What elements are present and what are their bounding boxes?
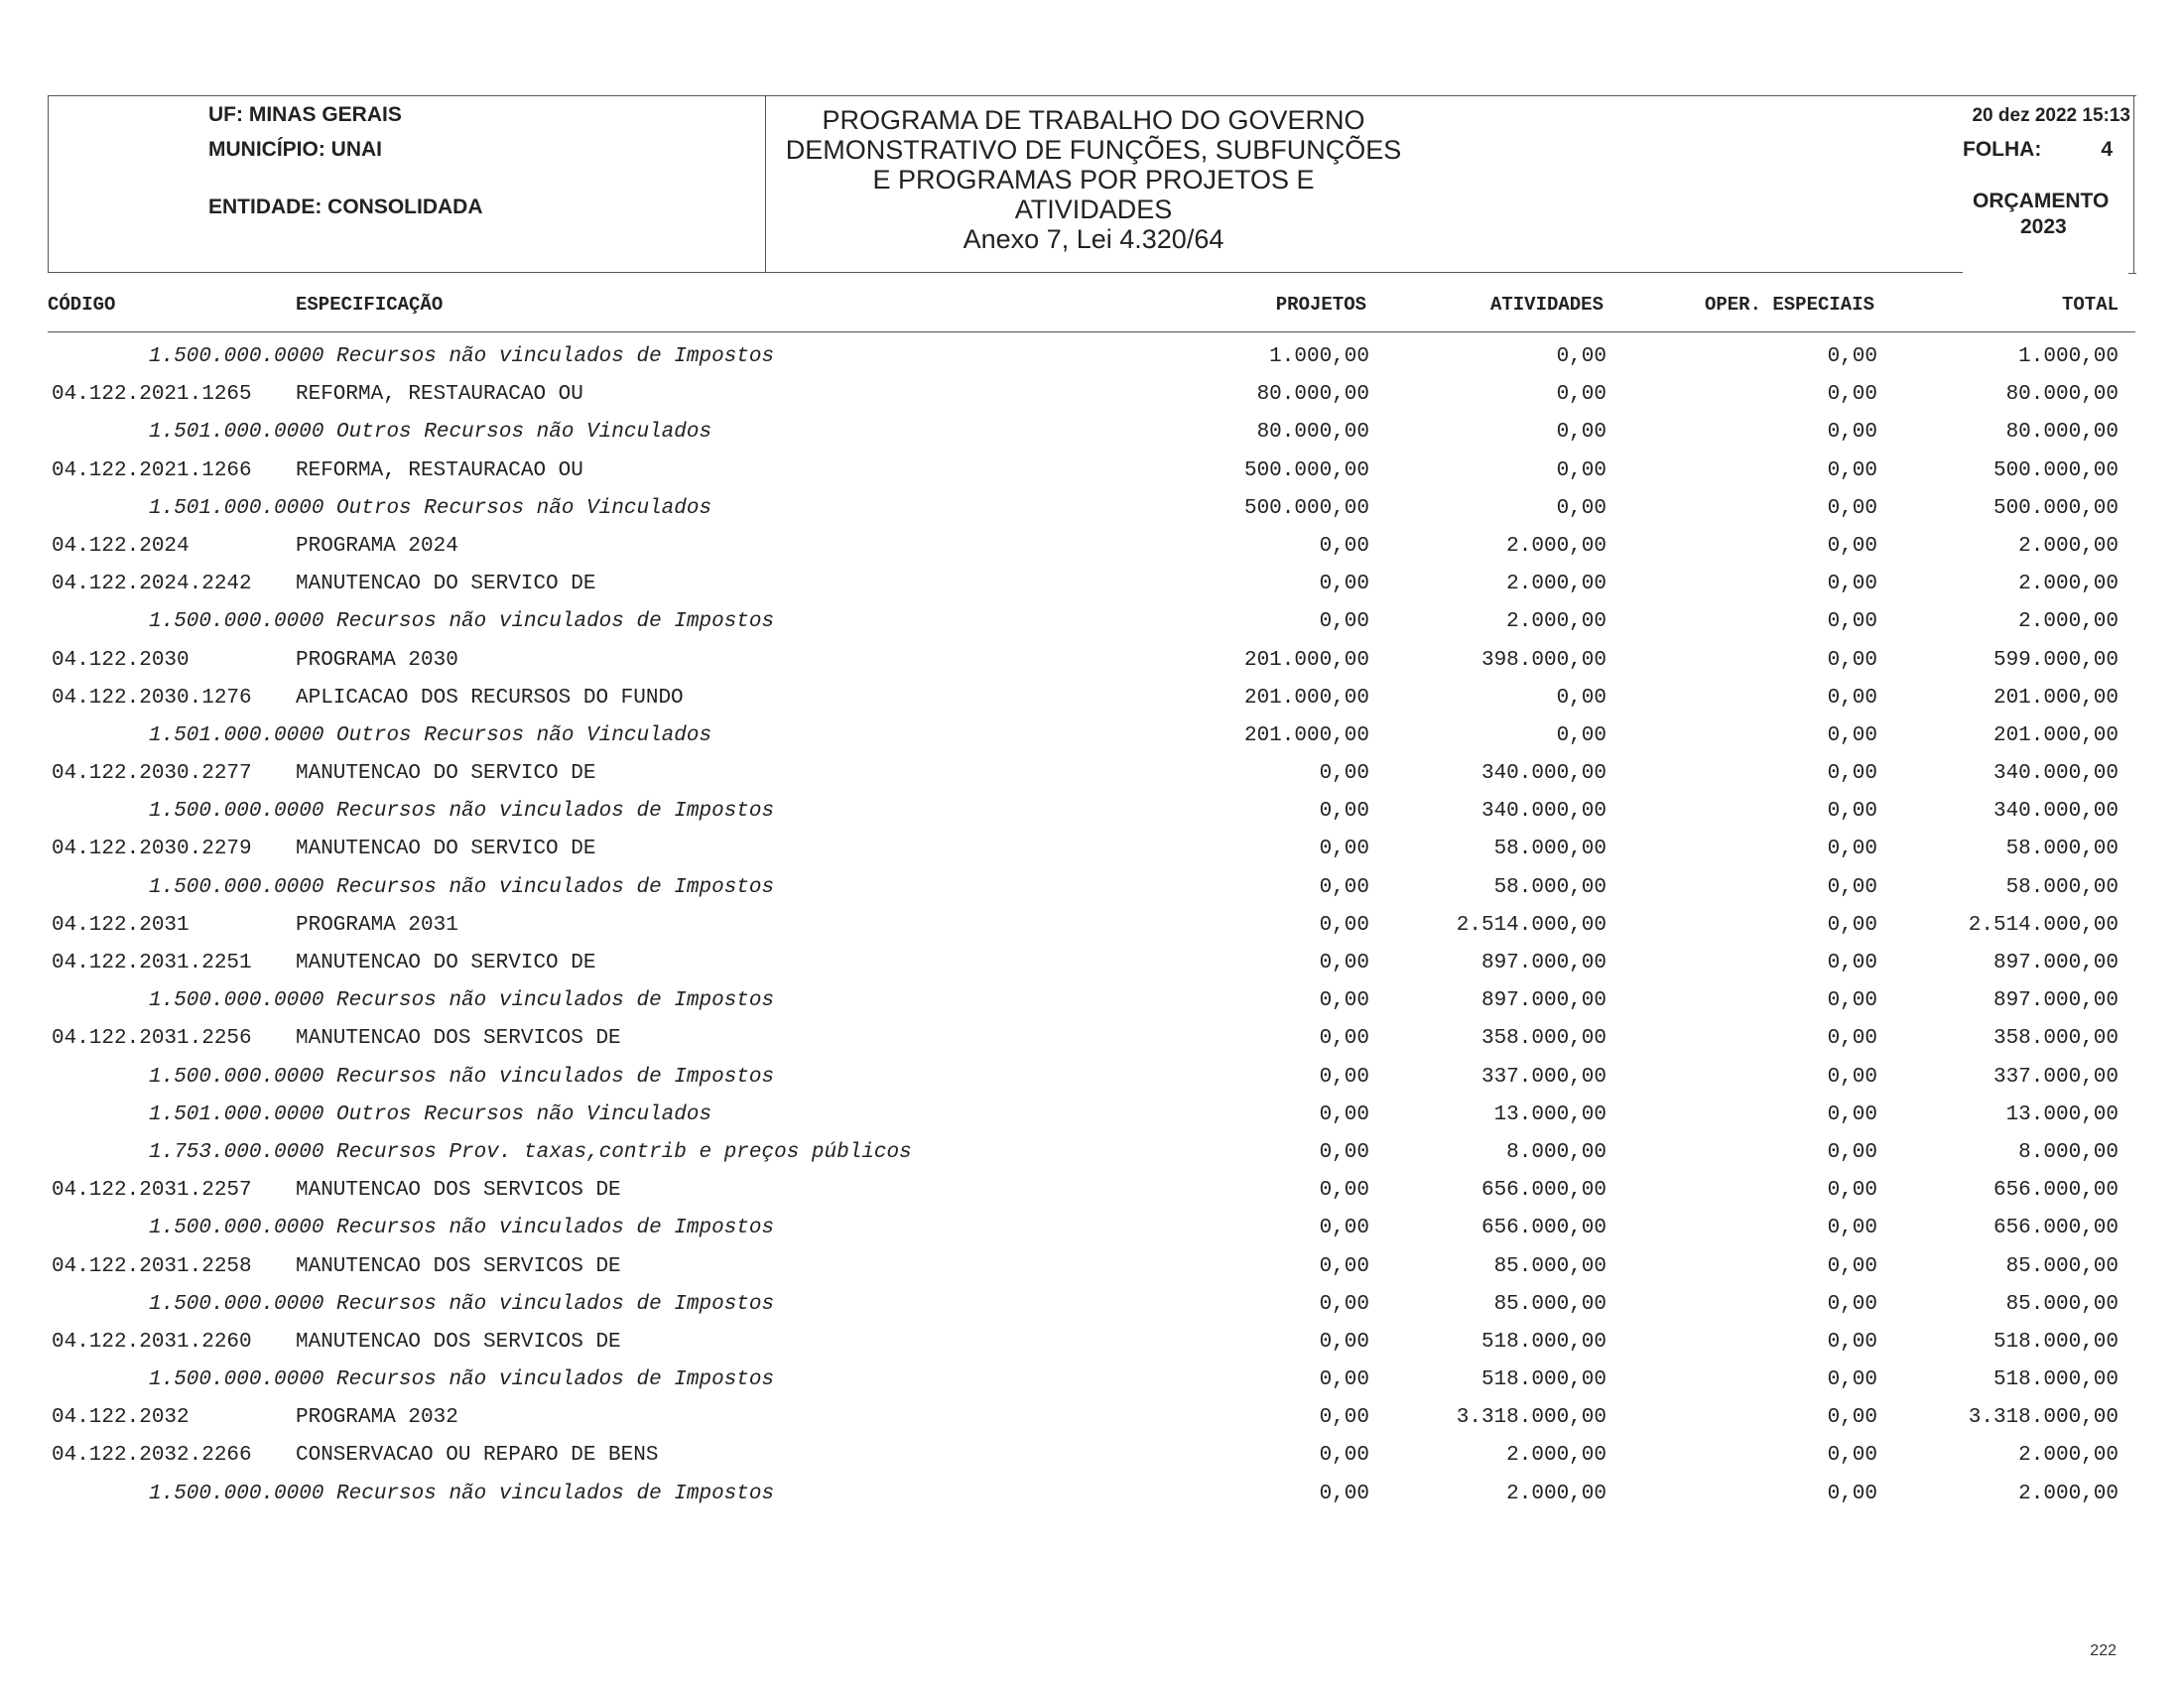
row-specification: PROGRAMA 2031 [296, 913, 458, 937]
program-row [0, 1021, 2184, 1059]
row-atividades: 58.000,00 [1493, 838, 1606, 861]
source-code-spec: 1.753.000.0000 Recursos Prov. taxas,contrib e preços públicos [149, 1140, 912, 1164]
row-oper-especiais: 0,00 [1827, 648, 1877, 672]
row-atividades: 358.000,00 [1480, 1027, 1606, 1051]
row-code: 04.122.2030 [52, 648, 190, 672]
row-atividades: 0,00 [1556, 496, 1606, 520]
title-line: DEMONSTRATIVO DE FUNÇÕES, SUBFUNÇÕES [785, 135, 1402, 165]
row-atividades: 0,00 [1556, 383, 1606, 407]
title-line: Anexo 7, Lei 4.320/64 [963, 224, 1224, 254]
col-atividades: ATIVIDADES [1489, 294, 1604, 316]
row-oper-especiais: 0,00 [1827, 1140, 1877, 1164]
row-total: 201.000,00 [1992, 686, 2119, 710]
row-projetos: 500.000,00 [1243, 496, 1369, 520]
row-projetos: 80.000,00 [1256, 383, 1369, 407]
row-projetos: 0,00 [1319, 1292, 1369, 1316]
row-total: 1.000,00 [2018, 345, 2119, 368]
row-oper-especiais: 0,00 [1827, 838, 1877, 861]
row-code: 04.122.2031.2251 [52, 952, 252, 974]
row-projetos: 0,00 [1319, 762, 1369, 786]
row-projetos: 0,00 [1319, 1368, 1369, 1392]
col-projetos: PROJETOS [1275, 294, 1366, 316]
row-specification: CONSERVACAO OU REPARO DE BENS [296, 1444, 659, 1468]
row-oper-especiais: 0,00 [1827, 686, 1877, 710]
row-oper-especiais: 0,00 [1827, 1368, 1877, 1392]
row-projetos: 0,00 [1319, 1482, 1369, 1505]
funding-source-row [0, 1363, 2184, 1400]
row-oper-especiais: 0,00 [1827, 458, 1877, 482]
row-total: 85.000,00 [2005, 1292, 2119, 1316]
row-atividades: 340.000,00 [1480, 762, 1606, 786]
row-total: 80.000,00 [2005, 383, 2119, 407]
program-row [0, 946, 2184, 983]
source-code-spec: 1.500.000.0000 Recursos não vinculados de Impostos [149, 989, 775, 1013]
row-projetos: 0,00 [1319, 1103, 1369, 1126]
row-oper-especiais: 0,00 [1827, 1065, 1877, 1089]
row-oper-especiais: 0,00 [1827, 1027, 1877, 1051]
row-total: 80.000,00 [2005, 421, 2119, 445]
page-number: 222 [2090, 1642, 2117, 1659]
row-atividades: 0,00 [1556, 421, 1606, 445]
row-total: 85.000,00 [2005, 1254, 2119, 1278]
row-specification: PROGRAMA 2030 [296, 648, 458, 672]
row-projetos: 0,00 [1319, 1444, 1369, 1468]
row-specification: MANUTENCAO DOS SERVICOS DE [296, 1254, 621, 1278]
row-oper-especiais: 0,00 [1827, 345, 1877, 368]
row-code: 04.122.2031.2256 [52, 1027, 252, 1051]
program-row [0, 756, 2184, 794]
row-oper-especiais: 0,00 [1827, 1217, 1877, 1240]
row-atividades: 897.000,00 [1480, 952, 1606, 974]
row-code: 04.122.2032 [52, 1406, 190, 1430]
funding-source-row [0, 718, 2184, 756]
funding-source-row [0, 794, 2184, 832]
row-atividades: 518.000,00 [1480, 1330, 1606, 1354]
folha-label: FOLHA: [1963, 138, 2042, 161]
row-oper-especiais: 0,00 [1827, 762, 1877, 786]
row-specification: MANUTENCAO DO SERVICO DE [296, 952, 596, 974]
row-atividades: 2.514.000,00 [1456, 913, 1606, 937]
row-total: 358.000,00 [1992, 1027, 2119, 1051]
row-total: 2.000,00 [2018, 1482, 2119, 1505]
row-oper-especiais: 0,00 [1827, 573, 1877, 596]
municipio-label: MUNICÍPIO: UNAI [208, 138, 382, 161]
row-total: 2.000,00 [2018, 1444, 2119, 1468]
row-total: 2.000,00 [2018, 534, 2119, 558]
row-code: 04.122.2030.1276 [52, 686, 252, 710]
row-total: 3.318.000,00 [1968, 1406, 2119, 1430]
row-projetos: 201.000,00 [1243, 648, 1369, 672]
row-projetos: 0,00 [1319, 1179, 1369, 1203]
row-oper-especiais: 0,00 [1827, 1103, 1877, 1126]
report-title [766, 105, 1421, 254]
row-atividades: 8.000,00 [1506, 1140, 1606, 1164]
row-oper-especiais: 0,00 [1827, 610, 1877, 634]
row-oper-especiais: 0,00 [1827, 383, 1877, 407]
row-atividades: 13.000,00 [1493, 1103, 1606, 1126]
orcamento-label: ORÇAMENTO [1973, 190, 2110, 212]
row-projetos: 0,00 [1319, 573, 1369, 596]
row-code: 04.122.2030.2279 [52, 838, 252, 861]
row-atividades: 656.000,00 [1480, 1179, 1606, 1203]
row-projetos: 0,00 [1319, 952, 1369, 974]
row-specification: PROGRAMA 2024 [296, 534, 458, 558]
title-line: E PROGRAMAS POR PROJETOS E [872, 165, 1315, 195]
source-code-spec: 1.500.000.0000 Recursos não vinculados de Impostos [149, 345, 775, 368]
row-specification: MANUTENCAO DO SERVICO DE [296, 838, 596, 861]
row-projetos: 0,00 [1319, 610, 1369, 634]
row-oper-especiais: 0,00 [1827, 1406, 1877, 1430]
folha-value: 4 [2101, 138, 2113, 161]
row-code: 04.122.2031.2258 [52, 1254, 252, 1278]
funding-source-row [0, 1211, 2184, 1248]
source-code-spec: 1.500.000.0000 Recursos não vinculados de Impostos [149, 1482, 775, 1505]
title-line: ATIVIDADES [1014, 195, 1173, 224]
row-projetos: 0,00 [1319, 1254, 1369, 1278]
row-atividades: 340.000,00 [1480, 800, 1606, 824]
row-atividades: 0,00 [1556, 458, 1606, 482]
row-code: 04.122.2021.1266 [52, 458, 252, 482]
row-total: 500.000,00 [1992, 458, 2119, 482]
funding-source-row [0, 415, 2184, 453]
row-total: 58.000,00 [2005, 875, 2119, 899]
program-table [0, 339, 2184, 1514]
row-oper-especiais: 0,00 [1827, 1292, 1877, 1316]
row-code: 04.122.2021.1265 [52, 383, 252, 407]
entidade-label: ENTIDADE: CONSOLIDADA [208, 195, 483, 218]
source-code-spec: 1.500.000.0000 Recursos não vinculados de Impostos [149, 1368, 775, 1392]
orcamento-year: 2023 [2020, 215, 2067, 238]
header-bottom-border [48, 272, 1963, 273]
row-atividades: 656.000,00 [1480, 1217, 1606, 1240]
program-row [0, 1173, 2184, 1211]
funding-source-row [0, 604, 2184, 642]
row-total: 337.000,00 [1992, 1065, 2119, 1089]
source-code-spec: 1.501.000.0000 Outros Recursos não Vinculados [149, 723, 712, 747]
row-atividades: 337.000,00 [1480, 1065, 1606, 1089]
source-code-spec: 1.500.000.0000 Recursos não vinculados de Impostos [149, 1065, 775, 1089]
row-projetos: 0,00 [1319, 838, 1369, 861]
row-total: 500.000,00 [1992, 496, 2119, 520]
row-projetos: 80.000,00 [1256, 421, 1369, 445]
program-row [0, 1325, 2184, 1363]
source-code-spec: 1.501.000.0000 Outros Recursos não Vinculados [149, 496, 712, 520]
row-code: 04.122.2031 [52, 913, 190, 937]
row-projetos: 0,00 [1319, 1140, 1369, 1164]
row-oper-especiais: 0,00 [1827, 496, 1877, 520]
row-code: 04.122.2031.2260 [52, 1330, 252, 1354]
row-specification: MANUTENCAO DO SERVICO DE [296, 573, 596, 596]
col-especificacao: ESPECIFICAÇÃO [296, 294, 444, 316]
program-row [0, 567, 2184, 604]
row-oper-especiais: 0,00 [1827, 1482, 1877, 1505]
row-atividades: 2.000,00 [1506, 1444, 1606, 1468]
row-total: 656.000,00 [1992, 1217, 2119, 1240]
row-specification: MANUTENCAO DOS SERVICOS DE [296, 1027, 621, 1051]
row-atividades: 3.318.000,00 [1456, 1406, 1606, 1430]
row-total: 2.000,00 [2018, 573, 2119, 596]
source-code-spec: 1.501.000.0000 Outros Recursos não Vinculados [149, 1103, 712, 1126]
row-specification: REFORMA, RESTAURACAO OU [296, 383, 583, 407]
row-total: 340.000,00 [1992, 800, 2119, 824]
row-oper-especiais: 0,00 [1827, 875, 1877, 899]
row-oper-especiais: 0,00 [1827, 952, 1877, 974]
funding-source-row [0, 1060, 2184, 1098]
column-header-rule [48, 331, 2135, 332]
source-code-spec: 1.501.000.0000 Outros Recursos não Vinculados [149, 421, 712, 445]
row-atividades: 2.000,00 [1506, 534, 1606, 558]
row-total: 13.000,00 [2005, 1103, 2119, 1126]
row-oper-especiais: 0,00 [1827, 913, 1877, 937]
row-atividades: 85.000,00 [1493, 1292, 1606, 1316]
row-atividades: 398.000,00 [1480, 648, 1606, 672]
funding-source-row [0, 870, 2184, 908]
row-atividades: 58.000,00 [1493, 875, 1606, 899]
row-projetos: 500.000,00 [1243, 458, 1369, 482]
row-atividades: 2.000,00 [1506, 1482, 1606, 1505]
row-specification: MANUTENCAO DOS SERVICOS DE [296, 1179, 621, 1203]
row-atividades: 2.000,00 [1506, 610, 1606, 634]
row-atividades: 518.000,00 [1480, 1368, 1606, 1392]
program-row [0, 832, 2184, 869]
program-row [0, 681, 2184, 718]
row-projetos: 0,00 [1319, 1217, 1369, 1240]
program-row [0, 1249, 2184, 1287]
source-code-spec: 1.500.000.0000 Recursos não vinculados de Impostos [149, 800, 775, 824]
row-specification: APLICACAO DOS RECURSOS DO FUNDO [296, 686, 684, 710]
row-projetos: 0,00 [1319, 875, 1369, 899]
row-projetos: 0,00 [1319, 913, 1369, 937]
row-code: 04.122.2030.2277 [52, 762, 252, 786]
row-specification: MANUTENCAO DO SERVICO DE [296, 762, 596, 786]
row-projetos: 0,00 [1319, 1330, 1369, 1354]
row-oper-especiais: 0,00 [1827, 989, 1877, 1013]
row-oper-especiais: 0,00 [1827, 1444, 1877, 1468]
funding-source-row [0, 1287, 2184, 1325]
funding-source-row [0, 1477, 2184, 1514]
row-projetos: 0,00 [1319, 989, 1369, 1013]
row-projetos: 0,00 [1319, 800, 1369, 824]
row-total: 2.000,00 [2018, 610, 2119, 634]
funding-source-row [0, 491, 2184, 529]
col-codigo: CÓDIGO [48, 294, 116, 316]
program-row [0, 529, 2184, 567]
row-code: 04.122.2031.2257 [52, 1179, 252, 1203]
row-oper-especiais: 0,00 [1827, 1179, 1877, 1203]
row-total: 58.000,00 [2005, 838, 2119, 861]
row-projetos: 1.000,00 [1269, 345, 1369, 368]
row-total: 2.514.000,00 [1968, 913, 2119, 937]
funding-source-row [0, 339, 2184, 377]
row-specification: PROGRAMA 2032 [296, 1406, 458, 1430]
program-row [0, 908, 2184, 946]
row-atividades: 0,00 [1556, 686, 1606, 710]
row-projetos: 0,00 [1319, 534, 1369, 558]
row-oper-especiais: 0,00 [1827, 800, 1877, 824]
row-specification: MANUTENCAO DOS SERVICOS DE [296, 1330, 621, 1354]
row-total: 340.000,00 [1992, 762, 2119, 786]
row-total: 897.000,00 [1992, 952, 2119, 974]
source-code-spec: 1.500.000.0000 Recursos não vinculados de Impostos [149, 610, 775, 634]
source-code-spec: 1.500.000.0000 Recursos não vinculados de Impostos [149, 1292, 775, 1316]
program-row [0, 1400, 2184, 1438]
source-code-spec: 1.500.000.0000 Recursos não vinculados de Impostos [149, 1217, 775, 1240]
row-code: 04.122.2032.2266 [52, 1444, 252, 1468]
row-total: 518.000,00 [1992, 1368, 2119, 1392]
col-oper-especiais: OPER. ESPECIAIS [1704, 294, 1874, 316]
funding-source-row [0, 983, 2184, 1021]
row-projetos: 0,00 [1319, 1406, 1369, 1430]
header-corner-tick [2128, 273, 2136, 274]
row-projetos: 0,00 [1319, 1065, 1369, 1089]
program-row [0, 454, 2184, 491]
row-atividades: 2.000,00 [1506, 573, 1606, 596]
row-specification: REFORMA, RESTAURACAO OU [296, 458, 583, 482]
row-oper-especiais: 0,00 [1827, 421, 1877, 445]
row-oper-especiais: 0,00 [1827, 723, 1877, 747]
row-projetos: 0,00 [1319, 1027, 1369, 1051]
col-total: TOTAL [2061, 294, 2119, 316]
funding-source-row [0, 1135, 2184, 1173]
program-row [0, 643, 2184, 681]
row-oper-especiais: 0,00 [1827, 1254, 1877, 1278]
row-total: 897.000,00 [1992, 989, 2119, 1013]
row-code: 04.122.2024 [52, 534, 190, 558]
row-atividades: 85.000,00 [1493, 1254, 1606, 1278]
row-total: 201.000,00 [1992, 723, 2119, 747]
row-atividades: 0,00 [1556, 723, 1606, 747]
source-code-spec: 1.500.000.0000 Recursos não vinculados de Impostos [149, 875, 775, 899]
row-projetos: 201.000,00 [1243, 686, 1369, 710]
row-atividades: 0,00 [1556, 345, 1606, 368]
row-code: 04.122.2024.2242 [52, 573, 252, 596]
program-row [0, 377, 2184, 415]
row-oper-especiais: 0,00 [1827, 1330, 1877, 1354]
report-datetime: 20 dez 2022 15:13 [1972, 105, 2130, 126]
program-row [0, 1438, 2184, 1476]
row-projetos: 201.000,00 [1243, 723, 1369, 747]
row-atividades: 897.000,00 [1480, 989, 1606, 1013]
row-total: 8.000,00 [2018, 1140, 2119, 1164]
row-total: 656.000,00 [1992, 1179, 2119, 1203]
row-total: 518.000,00 [1992, 1330, 2119, 1354]
row-oper-especiais: 0,00 [1827, 534, 1877, 558]
row-total: 599.000,00 [1992, 648, 2119, 672]
title-line: PROGRAMA DE TRABALHO DO GOVERNO [822, 105, 1365, 135]
uf-label: UF: MINAS GERAIS [208, 103, 402, 126]
funding-source-row [0, 1098, 2184, 1135]
header-right-border [2133, 95, 2134, 274]
